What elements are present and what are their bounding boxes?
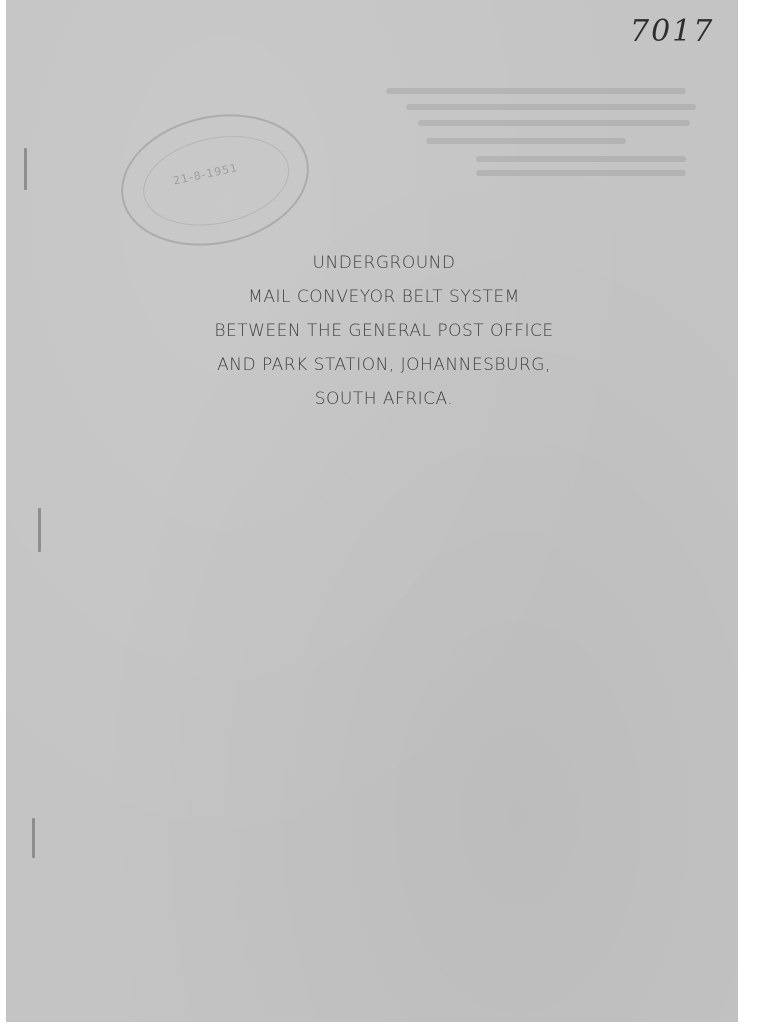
stamp-inner-ring xyxy=(135,123,298,238)
document-title xyxy=(6,246,738,416)
faint-bleed-through xyxy=(476,156,686,162)
faint-bleed-through xyxy=(476,170,686,176)
title-line: BETWEEN THE GENERAL POST OFFICE xyxy=(214,321,554,341)
binding-mark xyxy=(38,508,41,552)
document-page xyxy=(6,0,738,1022)
title-line: AND PARK STATION, JOHANNESBURG, xyxy=(217,355,551,375)
catalog-number: 7017 xyxy=(630,14,715,49)
faint-bleed-through xyxy=(418,120,690,126)
stamp-date: 21-8-1951 xyxy=(171,161,240,188)
received-stamp xyxy=(109,98,321,263)
title-line: SOUTH AFRICA. xyxy=(314,389,454,409)
faint-bleed-through xyxy=(406,104,696,110)
binding-mark xyxy=(24,148,27,190)
faint-bleed-through xyxy=(386,88,686,94)
faint-bleed-through xyxy=(426,138,626,144)
title-line: UNDERGROUND xyxy=(312,253,456,273)
title-line: MAIL CONVEYOR BELT SYSTEM xyxy=(248,287,520,307)
binding-mark xyxy=(32,818,35,858)
